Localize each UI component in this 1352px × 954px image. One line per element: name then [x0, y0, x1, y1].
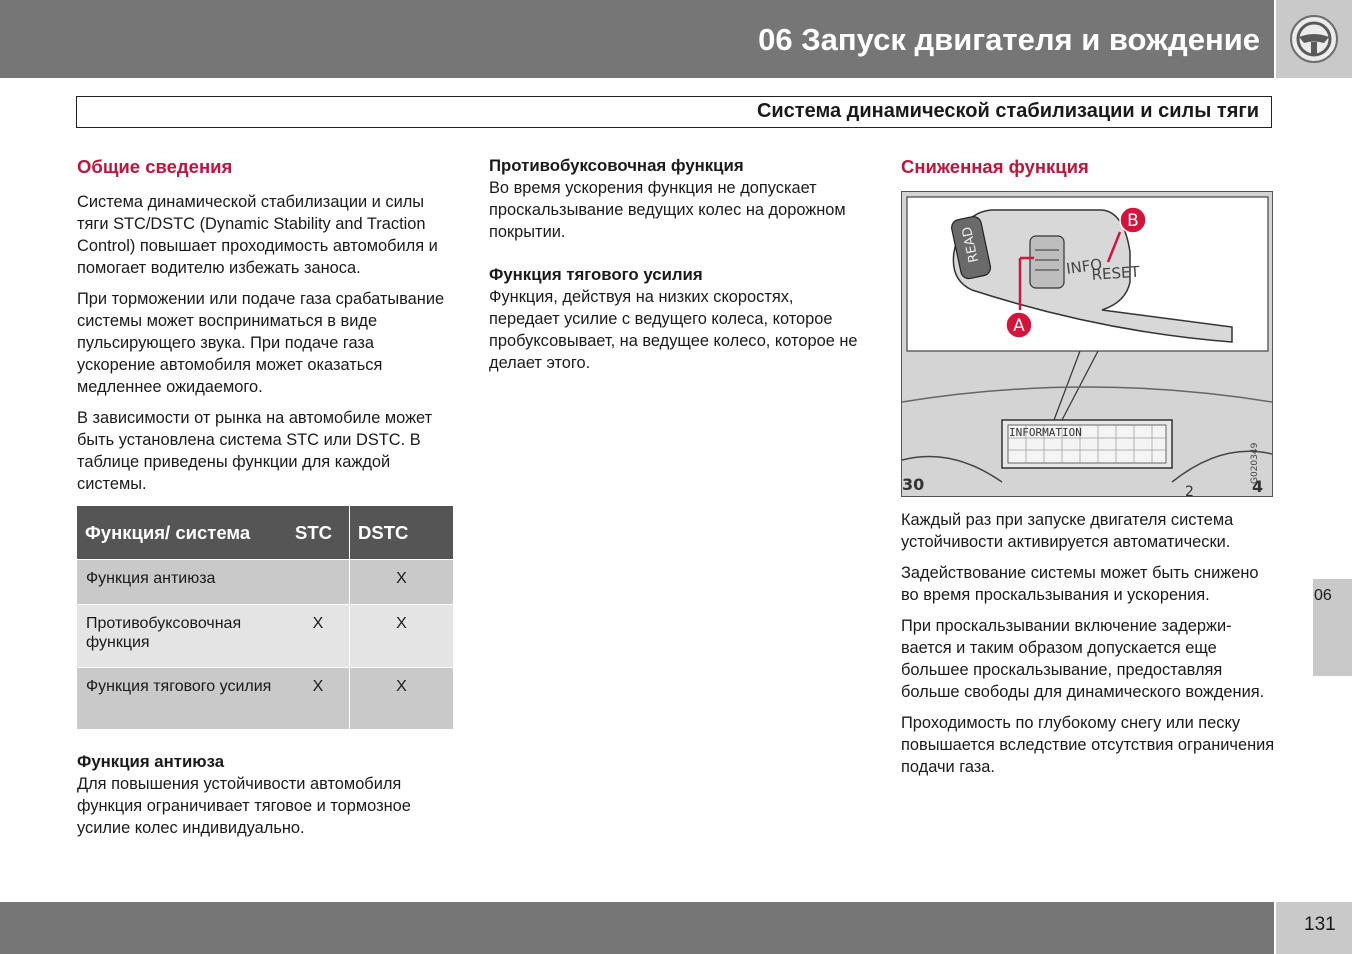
paragraph: Проходимость по глубокому снегу или песку повышается вследствие отсутствия ограничения подачи газа.: [901, 714, 1275, 776]
page-number-box: [1276, 902, 1352, 954]
paragraph: Система динамической стабилизации и силы тяги STC/DSTC (Dynamic Stability and Traction Control) повышает проходимость автомобиля и помогает водителю избежать заноса.: [77, 193, 438, 277]
info-label: INFO: [1065, 255, 1104, 278]
reset-label: RESET: [1091, 262, 1141, 284]
paragraph: Для повышения устойчивости автомобиля функция ограничивает тяговое и тормозное усилие колес индивидуально.: [77, 775, 411, 837]
gauge-right-label: 4: [1252, 477, 1264, 496]
table-cell-function: Противобуксовочная функция: [77, 605, 287, 668]
table-cell-dstc: X: [350, 605, 454, 668]
table-row: [77, 668, 453, 730]
paragraph: Задействование системы может быть снижено во время проскальзывания и ускорения.: [901, 564, 1259, 604]
table-header-row: [77, 506, 453, 560]
table-cell-function: Функция тягового усилия: [77, 668, 287, 730]
figure-code: G020349: [1250, 442, 1260, 484]
table-header-function: Функция/ система: [77, 506, 287, 560]
side-tab-label: 06: [1314, 587, 1332, 604]
page-header: [0, 0, 1274, 78]
steering-wheel-icon: [1276, 0, 1352, 78]
heading-reduced: Сниженная функция: [901, 156, 1089, 177]
heading-antispin: Противобуксовочная функция: [489, 156, 744, 175]
chapter-icon-box: [1276, 0, 1352, 78]
table-cell-dstc: X: [350, 668, 454, 730]
table-cell-stc: X: [287, 605, 350, 668]
page-number: 131: [1304, 914, 1336, 935]
column-general: [77, 155, 453, 848]
column-reduced: [901, 155, 1277, 787]
heading-traction: Функция тягового усилия: [489, 265, 703, 284]
gauge-left-label: 30: [902, 475, 925, 494]
section-title-box: [76, 96, 1272, 128]
column-functions: [489, 155, 865, 383]
table-cell-dstc: X: [350, 560, 454, 605]
paragraph: Функция, действуя на низких скоростях, передает усилие с ведущего колеса, которое пробуксовывает, на ведущее колесо, которое не делает этого.: [489, 288, 858, 372]
stalk-illustration: [902, 192, 1272, 496]
table-row: [77, 605, 453, 668]
gauge-mid-label: 2: [1185, 484, 1194, 496]
paragraph: Каждый раз при запуске двигателя система устойчивости активируется автоматически.: [901, 511, 1234, 551]
callout-b: B: [1127, 211, 1139, 231]
paragraph: При торможении или подаче газа срабатывание системы может восприниматься в виде пульсирующего звука. При подаче газа ускорение автомобиля может оказаться медленнее ожидаемого.: [77, 290, 445, 396]
paragraph: При проскальзывании включение задержи-вается и таким образом допускается еще большее проскальзывание, предоставляя больше свободы для динамического вождения.: [901, 617, 1265, 701]
chapter-title: 06 Запуск двигателя и вождение: [758, 22, 1260, 57]
table-header-stc: STC: [287, 506, 350, 560]
stalk-display-figure: [901, 191, 1273, 497]
paragraph: Во время ускорения функция не допускает проскальзывание ведущих колес на дорожном покрытии.: [489, 179, 846, 241]
chapter-side-tab: [1313, 579, 1352, 676]
table-row: [77, 560, 453, 605]
display-text: INFORMATION: [1009, 426, 1082, 439]
callout-a: A: [1013, 316, 1025, 336]
table-header-dstc: DSTC: [350, 506, 454, 560]
function-table: [77, 506, 453, 729]
page-footer: [0, 902, 1274, 954]
table-cell-stc: [287, 560, 350, 605]
heading-general: Общие сведения: [77, 156, 233, 177]
heading-antiskid: Функция антиюза: [77, 752, 225, 771]
section-title: Система динамической стабилизации и силы тяги: [756, 100, 1259, 122]
table-cell-function: Функция антиюза: [77, 560, 287, 605]
read-label: READ: [959, 225, 983, 264]
table-cell-stc: X: [287, 668, 350, 730]
paragraph: В зависимости от рынка на автомобиле может быть установлена система STC или DSTC. В таблице приведены функции для каждой системы.: [77, 409, 433, 493]
